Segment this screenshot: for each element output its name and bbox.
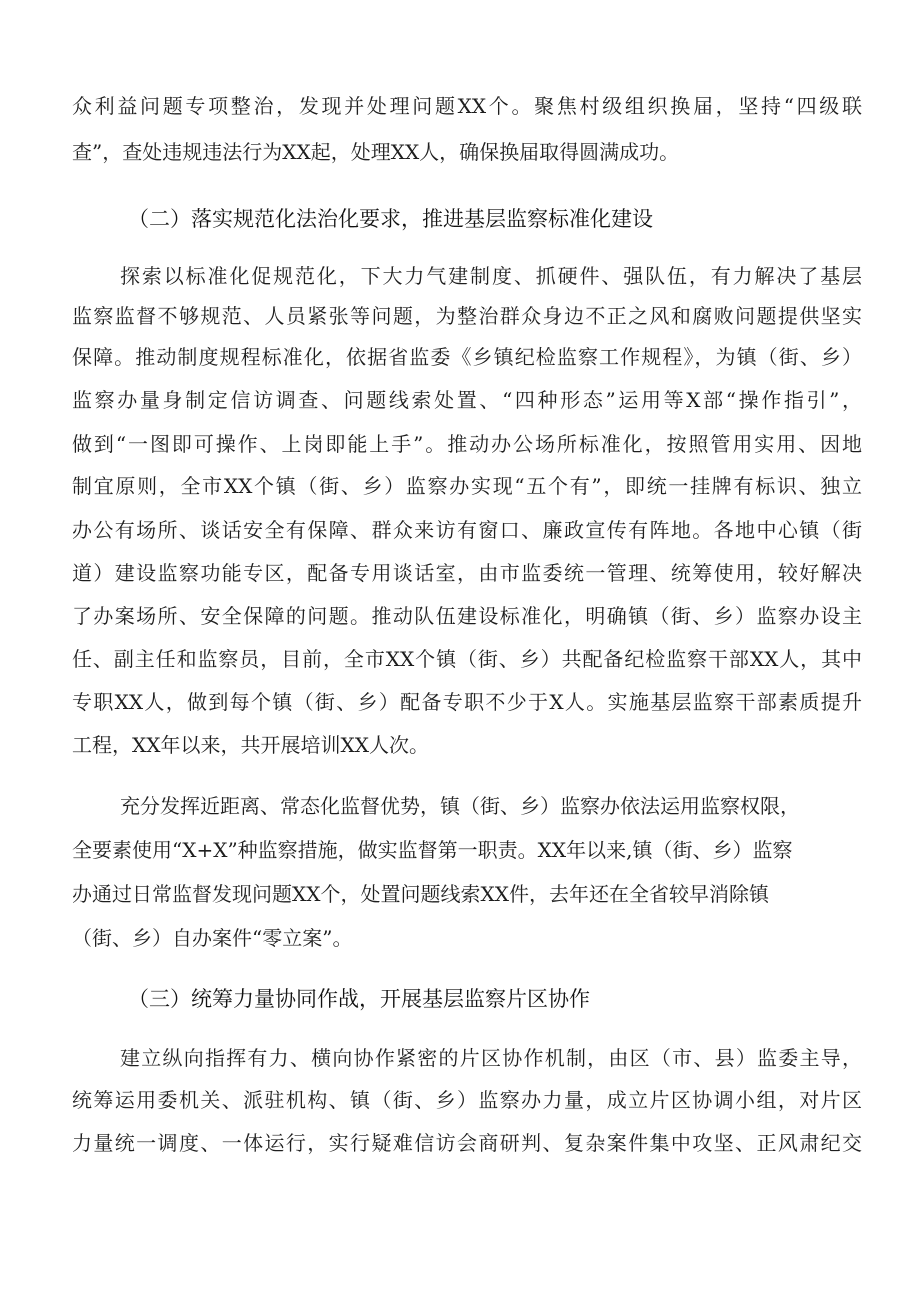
section-heading-3: （三）统筹力量协同作战，开展基层监察片区协作 — [128, 987, 590, 1011]
text-line: 全要素使用“X+X”种监察措施，做实监督第一职责。XX年以来,镇（街、乡）监察 — [72, 838, 793, 862]
text-line: （街、乡）自办案件“零立案”。 — [72, 926, 353, 950]
text-line: 专职XX人，做到每个镇（街、乡）配备专职不少于X人。实施基层监察干部素质提升 — [72, 690, 862, 714]
text-line: 办通过日常监督发现问题XX个，处置问题线索XX件，去年还在全省较早消除镇 — [72, 882, 769, 906]
text-line: 众利益问题专项整治，发现并处理问题XX个。聚焦村级组织换届，坚持“四级联 — [72, 94, 862, 118]
text-line: 探索以标准化促规范化，下大力气建制度、抓硬件、强队伍，有力解决了基层 — [120, 264, 862, 288]
text-line: 了办案场所、安全保障的问题。推动队伍建设标准化，明确镇（街、乡）监察办设主 — [72, 604, 862, 628]
text-line: 建立纵向指挥有力、横向协作紧密的片区协作机制，由区（市、县）监委主导， — [120, 1046, 862, 1070]
text-line: 任、副主任和监察员，目前，全市XX个镇（街、乡）共配备纪检监察干部XX人，其中 — [72, 647, 862, 671]
text-line: 统筹运用委机关、派驻机构、镇（街、乡）监察办力量，成立片区协调小组，对片区 — [72, 1088, 862, 1112]
text-line: 充分发挥近距离、常态化监督优势，镇（街、乡）监察办依法运用监察权限， — [120, 794, 800, 818]
text-line: 力量统一调度、一体运行，实行疑难信访会商研判、复杂案件集中攻坚、正风肃纪交 — [72, 1131, 862, 1155]
text-line: 查”，查处违规违法行为XX起，处理XX人，确保换届取得圆满成功。 — [72, 140, 680, 164]
text-line: 做到“一图即可操作、上岗即能上手”。推动办公场所标准化，按照管用实用、因地 — [72, 432, 862, 456]
text-line: 道）建设监察功能专区，配备专用谈话室，由市监委统一管理、统筹使用，较好解决 — [72, 561, 862, 585]
text-line: 监察办量身制定信访调查、问题线索处置、“四种形态”运用等X部“操作指引”， — [72, 388, 862, 412]
section-heading-2: （二）落实规范化法治化要求，推进基层监察标准化建设 — [128, 207, 653, 231]
text-line: 工程，XX年以来，共开展培训XX人次。 — [72, 733, 429, 757]
text-line: 办公有场所、谈话安全有保障、群众来访有窗口、廉政宣传有阵地。各地中心镇（街 — [72, 518, 862, 542]
text-line: 保障。推动制度规程标准化，依据省监委《乡镇纪检监察工作规程》，为镇（街、乡） — [72, 345, 862, 369]
text-line: 制宜原则，全市XX个镇（街、乡）监察办实现“五个有”，即统一挂牌有标识、独立 — [72, 474, 862, 498]
text-line: 监察监督不够规范、人员紧张等问题，为整治群众身边不正之风和腐败问题提供坚实 — [72, 304, 862, 328]
